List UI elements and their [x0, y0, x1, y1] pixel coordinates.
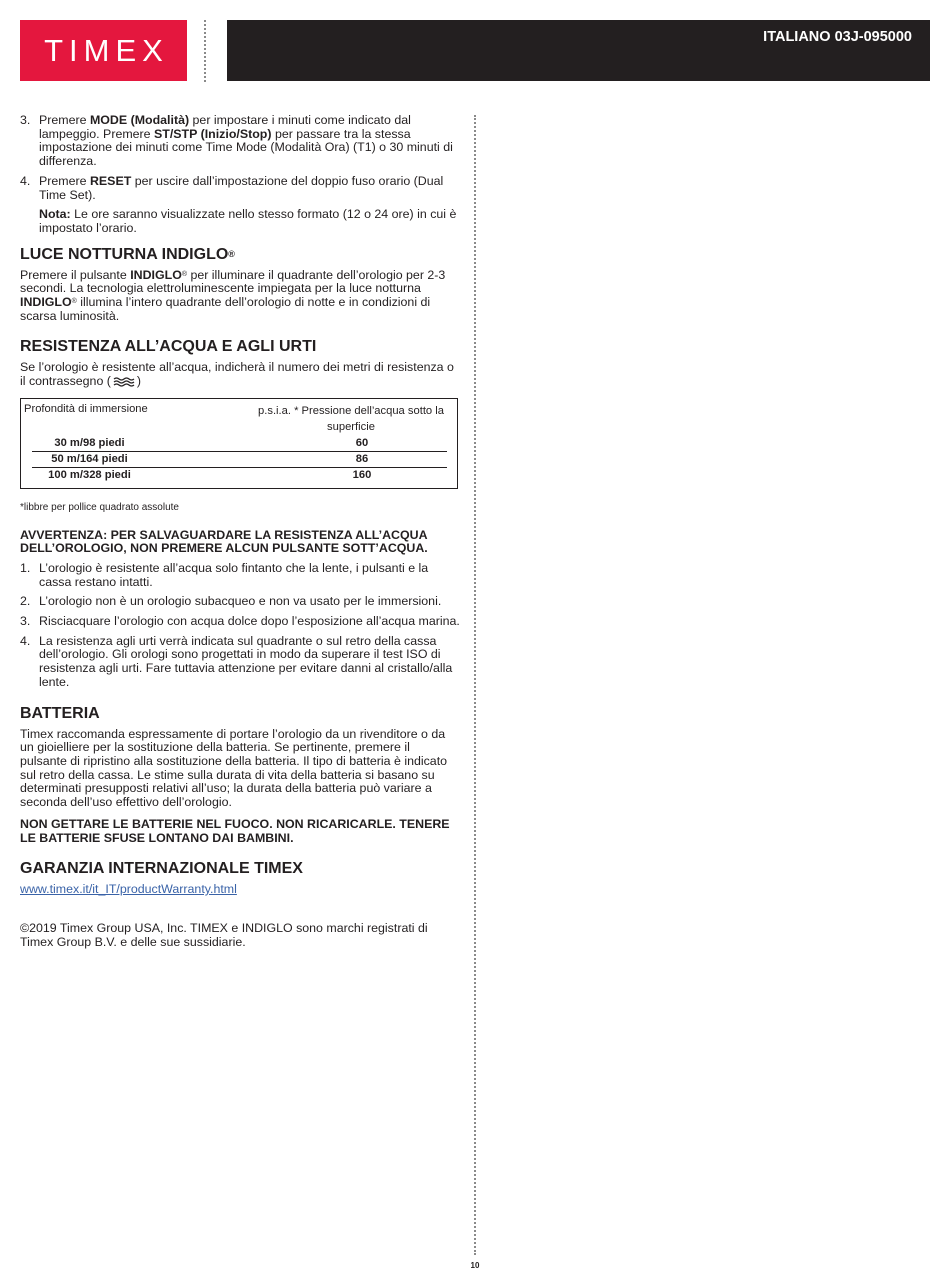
left-column	[20, 114, 460, 949]
note-text: Le ore saranno visualizzate nello stesso formato (12 o 24 ore) in cui è impostato l’orario.	[39, 207, 457, 235]
item-text: L’orologio non è un orologio subacqueo e non va usato per le immersioni.	[39, 594, 442, 609]
water-intro-text: Se l’orologio è resistente all’acqua, indicherà il numero dei metri di resistenza o il contrassegno (	[20, 360, 454, 389]
indiglo-paragraph	[20, 269, 460, 324]
copyright-text: ©2019 Timex Group USA, Inc. TIMEX e INDIGLO sono marchi registrati di Timex Group B.V. e delle sue sussidiarie.	[20, 920, 428, 949]
psia-cell: 86	[355, 452, 369, 465]
step-text: Premere	[39, 113, 90, 127]
psia-cell: 160	[352, 468, 372, 481]
item-text: Risciacquare l’orologio con acqua dolce dopo l’esposizione all’acqua marina.	[39, 614, 460, 629]
table-row	[32, 468, 447, 483]
step-text: per passare tra la stessa impostazione dei minuti come Time Mode (Modalità Ora) (T1) o 30 minuti di differenza.	[39, 126, 453, 169]
header-bar	[227, 20, 930, 81]
st-stp-button-label: ST/STP (Inizio/Stop)	[154, 126, 272, 141]
water-intro	[20, 361, 460, 388]
item-number: 3.	[20, 614, 31, 629]
indiglo-title: LUCE NOTTURNA INDIGLO	[20, 245, 229, 263]
registered-mark: ®	[228, 248, 235, 259]
table-row	[32, 436, 447, 452]
language-code: ITALIANO 03J-095000	[763, 29, 912, 45]
depth-cell: 50 m/164 piedi	[51, 452, 128, 465]
dual-time-note	[20, 208, 460, 235]
table-header-pressure: p.s.i.a. * Pressione dell’acqua sotto la superficie	[258, 404, 444, 433]
step-number: 4.	[20, 173, 31, 188]
registered-mark: ®	[71, 298, 77, 306]
step-text: Premere	[39, 173, 90, 188]
table-row	[32, 452, 447, 468]
indiglo-bold: INDIGLO	[20, 295, 72, 310]
table-header-depth: Profondità di immersione	[24, 402, 148, 415]
warranty-heading: GARANZIA INTERNAZIONALE TIMEX	[20, 860, 303, 878]
item-text: La resistenza agli urti verrà indicata sul quadrante o sul retro della cassa dell’orologio. Gli orologi sono progettati in modo da superare il test ISO di resistenza agli urti. Fare tuttavia attenzione per evitare danni al cristallo/alla lente.	[39, 633, 453, 689]
item-number: 2.	[20, 594, 31, 609]
item-text: L’orologio è resistente all’acqua solo fintanto che la lente, i pulsanti e la cassa restano intatti.	[39, 560, 429, 589]
psia-cell: 60	[355, 436, 369, 449]
header-dotted-divider	[204, 20, 206, 82]
warranty-link[interactable]: www.timex.it/it_IT/productWarranty.html	[20, 882, 237, 897]
depth-cell: 30 m/98 piedi	[54, 436, 125, 449]
battery-heading: BATTERIA	[20, 704, 100, 722]
page-number: 10	[470, 1261, 480, 1270]
item-number: 1.	[20, 560, 31, 575]
registered-mark: ®	[181, 270, 188, 278]
indiglo-text: illumina l’intero quadrante dell’orologio di notte e in condizioni di scarsa luminosità.	[20, 295, 431, 323]
depth-cell: 100 m/328 piedi	[48, 468, 131, 481]
battery-warning: NON GETTARE LE BATTERIE NEL FUOCO. NON RICARICARLE. TENERE LE BATTERIE SFUSE LONTANO DAI BAMBINI.	[20, 816, 450, 845]
indiglo-heading	[20, 246, 460, 264]
item-number: 4.	[20, 633, 31, 648]
timex-logo	[20, 20, 187, 81]
column-dotted-divider	[474, 115, 476, 1255]
indiglo-text: Premere il pulsante	[20, 267, 131, 282]
battery-paragraph: Timex raccomanda espressamente di portare l’orologio da un rivenditore o da un gioielliere per la sostituzione della batteria. Se pertinente, premere il pulsante di ripristino alla sostituzione della batteria. Il tipo di batteria è indicato sul retro della cassa. Le stime sulla durata di vita della batteria si basano su determinati presupposti relativi all’uso; la durata della batteria può variare a seconda dell’uso effettivo dell’orologio.	[20, 726, 448, 810]
step-number: 3.	[20, 113, 31, 127]
indiglo-bold: INDIGLO	[130, 267, 182, 282]
reset-button-label: RESET	[89, 173, 132, 188]
water-intro-text: )	[136, 374, 142, 389]
water-item-2	[20, 595, 460, 609]
mode-button-label: MODE (Modalità)	[89, 113, 190, 127]
table-footnote: *libbre per pollice quadrato assolute	[20, 501, 179, 513]
step-text: per impostare i minuti come indicato dal lampeggio. Premere	[39, 113, 411, 141]
water-warning: AVVERTENZA: PER SALVAGUARDARE LA RESISTENZA ALL’ACQUA DELL’OROLOGIO, NON PREMERE ALCUN PULSANTE SOTT’ACQUA.	[20, 527, 428, 556]
water-resistant-waves-icon	[113, 377, 135, 387]
water-item-1	[20, 562, 460, 589]
step-text: per uscire dall’impostazione del doppio fuso orario (Dual Time Set).	[39, 173, 444, 202]
water-pressure-table	[20, 398, 458, 489]
dual-time-step-4	[20, 175, 460, 202]
dual-time-step-3	[20, 114, 460, 169]
note-label: Nota:	[39, 207, 71, 222]
indiglo-text: per illuminare il quadrante dell’orologio per 2-3 secondi. La tecnologia elettroluminescente impiegata per la luce notturna	[20, 267, 446, 296]
water-item-3	[20, 615, 460, 629]
logo-text: TIMEX	[44, 32, 169, 68]
water-item-4	[20, 635, 460, 690]
water-resistance-heading: RESISTENZA ALL’ACQUA E AGLI URTI	[20, 338, 317, 356]
